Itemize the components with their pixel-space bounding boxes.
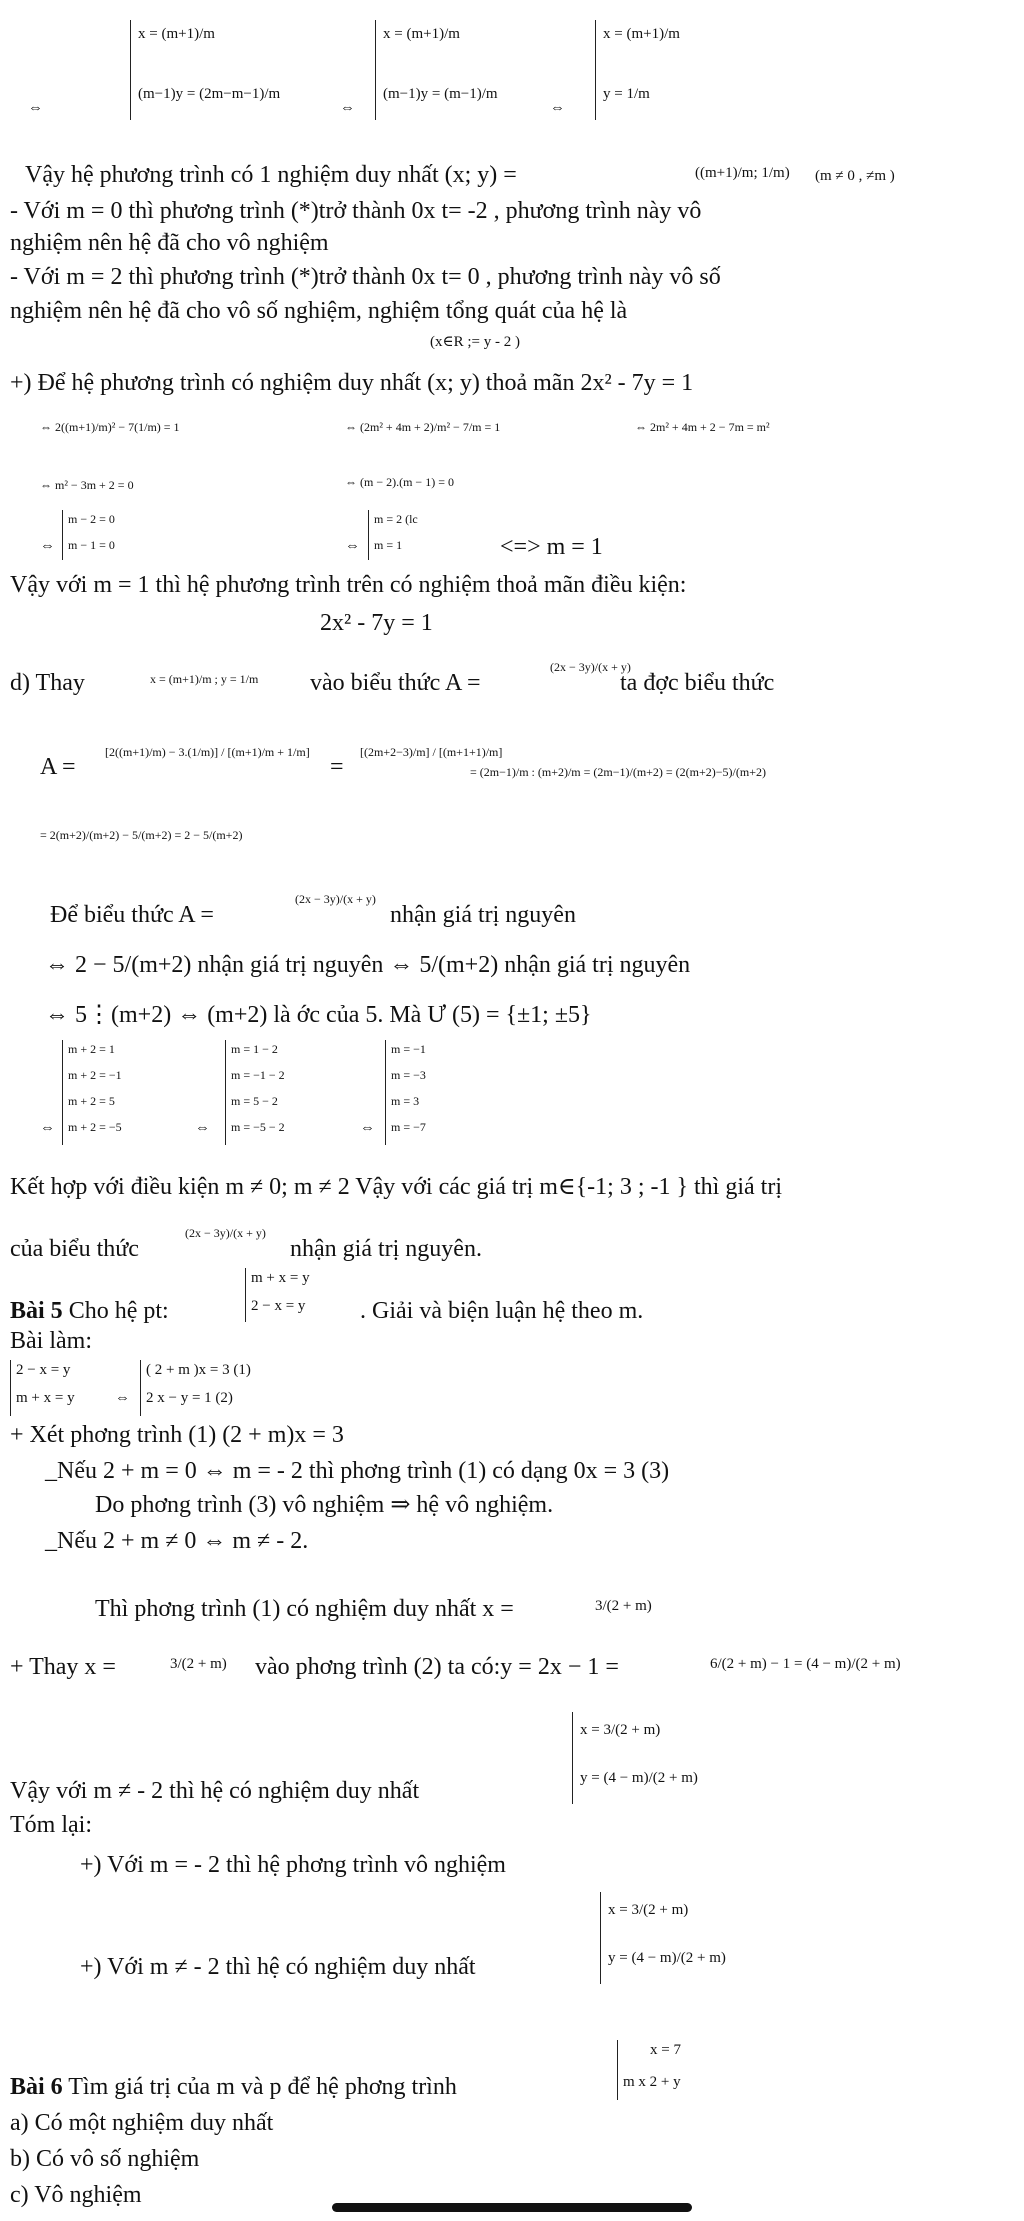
case-1-2: m + 2 = −1 (68, 1068, 122, 1082)
arrow-3: ⇔ (550, 100, 565, 116)
case-3-1: m = −1 (391, 1042, 426, 1056)
arrow-2: ⇔ (340, 100, 355, 116)
bai5-r6b: 3/(2 + m) (170, 1656, 227, 1672)
bai6-sys-2: m x 2 + y (623, 2074, 681, 2090)
a-step-1: [2((m+1)/m) − 3.(1/m)] / [(m+1)/m + 1/m] (105, 745, 310, 759)
eq-step-2a: ⇔ m² − 3m + 2 = 0 (40, 478, 134, 492)
case-3-2: m = −3 (391, 1068, 426, 1082)
bai5-r3: Do phơng trình (3) vô nghiệm ⇒ hệ vô nghiệm. (95, 1492, 554, 1518)
bai5-heading (10, 1296, 169, 1326)
case-2-3: m = 5 − 2 (231, 1094, 278, 1108)
case-1-1: m + 2 = 1 (68, 1042, 115, 1056)
a-step-3: = (2m−1)/m : (m+2)/m = (2m−1)/(m+2) = (2(m+2)−5)/(m+2) (470, 765, 766, 779)
sys1-eq1: x = (m+1)/m (138, 26, 215, 42)
line-condition: +) Để hệ phương trình có nghiệm duy nhất (x; y) thoả mãn 2x² - 7y = 1 (10, 370, 694, 396)
arrow-4: ⇔ (40, 538, 55, 554)
sys3-eq2: y = 1/m (603, 86, 650, 102)
sys2-eq1: x = (m+1)/m (383, 26, 460, 42)
bai5-r6d: 6/(2 + m) − 1 = (4 − m)/(2 + m) (710, 1656, 901, 1672)
case-2-2: m = −1 − 2 (231, 1068, 285, 1082)
arrow-1: ⇔ (28, 100, 43, 116)
line-m0: - Với m = 0 thì phương trình (*)trở thành 0x t= -2 , phương trình này vô (10, 198, 702, 224)
arrow-5: ⇔ (345, 538, 360, 554)
eq-step-2b: ⇔ (m − 2).(m − 1) = 0 (345, 475, 454, 489)
bai6-c: c) Vô nghiệm (10, 2182, 142, 2208)
solution-condition: (m ≠ 0 , ≠m ) (815, 168, 895, 184)
part-d-values: x = (m+1)/m ; y = 1/m (150, 672, 259, 686)
solution-pair: ((m+1)/m; 1/m) (695, 165, 790, 181)
bai5-sysA-1: 2 − x = y (16, 1362, 71, 1378)
line-conclusion-m1: Vậy với m = 1 thì hệ phương trình trên có nghiệm thoả mãn điều kiện: (10, 572, 687, 598)
final-integer-expression: (2x − 3y)/(x + y) (185, 1226, 266, 1240)
bai6-heading (10, 2072, 457, 2102)
bai6-b: b) Có vô số nghiệm (10, 2146, 200, 2172)
bai5-r8: Tóm lại: (10, 1812, 92, 1838)
case-m1-sol: m = 1 (374, 538, 403, 552)
bai5-r7-y: y = (4 − m)/(2 + m) (580, 1770, 698, 1786)
case-m2-sol: m = 2 (lc (374, 512, 418, 526)
bai5-r5-frac: 3/(2 + m) (595, 1598, 652, 1614)
bai5-sysB-2: 2 x − y = 1 (2) (146, 1390, 233, 1406)
a-eq-1: = (330, 754, 344, 780)
bai5-r10: +) Với m ≠ - 2 thì hệ có nghiệm duy nhất (80, 1954, 476, 1980)
a-step-4: = 2(m+2)/(m+2) − 5/(m+2) = 2 − 5/(m+2) (40, 828, 243, 842)
bai5-text: Cho hệ pt: (62, 1298, 169, 1324)
bai5-r7-x: x = 3/(2 + m) (580, 1722, 661, 1738)
bai6-title: Bài 6 (10, 2074, 63, 2100)
condition-equation: 2x² - 7y = 1 (320, 610, 433, 636)
part-d-expression-label: vào biểu thức A = (310, 670, 481, 696)
part-d-label: d) Thay (10, 670, 85, 696)
bai5-sys-1: m + x = y (251, 1270, 310, 1286)
final-integer-tail: nhận giá trị nguyên. (290, 1236, 482, 1262)
sys3-eq1: x = (m+1)/m (603, 26, 680, 42)
integer-step-1: ⇔ 2 − 5/(m+2) nhận giá trị nguyên ⇔ 5/(m+2) nhận giá trị nguyên (45, 952, 691, 978)
bai5-r10-y: y = (4 − m)/(2 + m) (608, 1950, 726, 1966)
bai5-r4: _Nếu 2 + m ≠ 0 ⇔ m ≠ - 2. (45, 1528, 309, 1554)
home-indicator[interactable] (332, 2203, 692, 2212)
general-solution: (x∈R ;= y - 2 ) (430, 334, 520, 350)
arrow-6: ⇔ (40, 1120, 55, 1136)
bai5-r9: +) Với m = - 2 thì hệ phơng trình vô nghiệm (80, 1852, 506, 1878)
integer-condition-tail: nhận giá trị nguyên (390, 902, 576, 928)
case-3-4: m = −7 (391, 1120, 426, 1134)
bai5-r6a: + Thay x = (10, 1654, 116, 1680)
bai6-sys-1: x = 7 (650, 2042, 681, 2058)
sys2-eq2: (m−1)y = (m−1)/m (383, 86, 498, 102)
eq-step-1a: ⇔ 2((m+1)/m)² − 7(1/m) = 1 (40, 420, 180, 434)
case-m1: m − 1 = 0 (68, 538, 115, 552)
result-m1: <=> m = 1 (500, 534, 603, 560)
arrow-7: ⇔ (195, 1120, 210, 1136)
line-m2-cont: nghiệm nên hệ đã cho vô số nghiệm, nghiệm tổng quát của hệ là (10, 298, 628, 324)
integer-condition: Để biểu thức A = (50, 902, 214, 928)
bai5-r10-x: x = 3/(2 + m) (608, 1902, 689, 1918)
bai5-r1: + Xét phơng trình (1) (2 + m)x = 3 (10, 1422, 344, 1448)
bai5-title: Bài 5 (10, 1298, 63, 1324)
combine-condition: Kết hợp với điều kiện m ≠ 0; m ≠ 2 Vậy với các giá trị m∈{-1; 3 ; -1 } thì giá trị (10, 1174, 782, 1200)
bai5-r7: Vậy với m ≠ - 2 thì hệ có nghiệm duy nhất (10, 1778, 420, 1804)
integer-expression: (2x − 3y)/(x + y) (295, 892, 376, 906)
case-1-3: m + 2 = 5 (68, 1094, 115, 1108)
line-m2: - Với m = 2 thì phương trình (*)trở thành 0x t= 0 , phương trình này vô số (10, 264, 721, 290)
bai5-tail: . Giải và biện luận hệ theo m. (360, 1298, 644, 1324)
bai5-sysB-1: ( 2 + m )x = 3 (1) (146, 1362, 251, 1378)
integer-step-2: ⇔ 5⋮(m+2) ⇔ (m+2) là ớc của 5. Mà Ư (5) = {±1; ±5} (45, 1002, 592, 1028)
a-label: A = (40, 754, 76, 780)
case-1-4: m + 2 = −5 (68, 1120, 122, 1134)
case-2-4: m = −5 − 2 (231, 1120, 285, 1134)
eq-step-1c: ⇔ 2m² + 4m + 2 − 7m = m² (635, 420, 770, 434)
sys1-eq2: (m−1)y = (2m−m−1)/m (138, 86, 281, 102)
arrow-8: ⇔ (360, 1120, 375, 1136)
eq-step-1b: ⇔ (2m² + 4m + 2)/m² − 7/m = 1 (345, 420, 501, 434)
bai5-sysA-2: m + x = y (16, 1390, 75, 1406)
line-unique-solution: Vậy hệ phương trình có 1 nghiệm duy nhất (x; y) = (25, 162, 517, 188)
case-m2: m − 2 = 0 (68, 512, 115, 526)
bai5-sys-2: 2 − x = y (251, 1298, 306, 1314)
bai6-a: a) Có một nghiệm duy nhất (10, 2110, 274, 2136)
bai5-r5: Thì phơng trình (1) có nghiệm duy nhất x = (95, 1596, 514, 1622)
part-d-expression: (2x − 3y)/(x + y) (550, 660, 631, 674)
bai5-lam: Bài làm: (10, 1328, 92, 1354)
part-d-tail: ta đợc biểu thức (620, 670, 775, 696)
a-step-2: [(2m+2−3)/m] / [(m+1+1)/m] (360, 745, 503, 759)
arrow-9: ⇔ (115, 1390, 130, 1406)
line-m0-cont: nghiệm nên hệ đã cho vô nghiệm (10, 230, 329, 256)
case-2-1: m = 1 − 2 (231, 1042, 278, 1056)
bai5-r6c: vào phơng trình (2) ta có:y = 2x − 1 = (255, 1654, 619, 1680)
final-integer-label: của biểu thức (10, 1236, 139, 1262)
bai5-r2: _Nếu 2 + m = 0 ⇔ m = - 2 thì phơng trình (1) có dạng 0x = 3 (3) (45, 1458, 670, 1484)
bai6-text: Tìm giá trị của m và p để hệ phơng trình (62, 2074, 457, 2100)
case-3-3: m = 3 (391, 1094, 420, 1108)
